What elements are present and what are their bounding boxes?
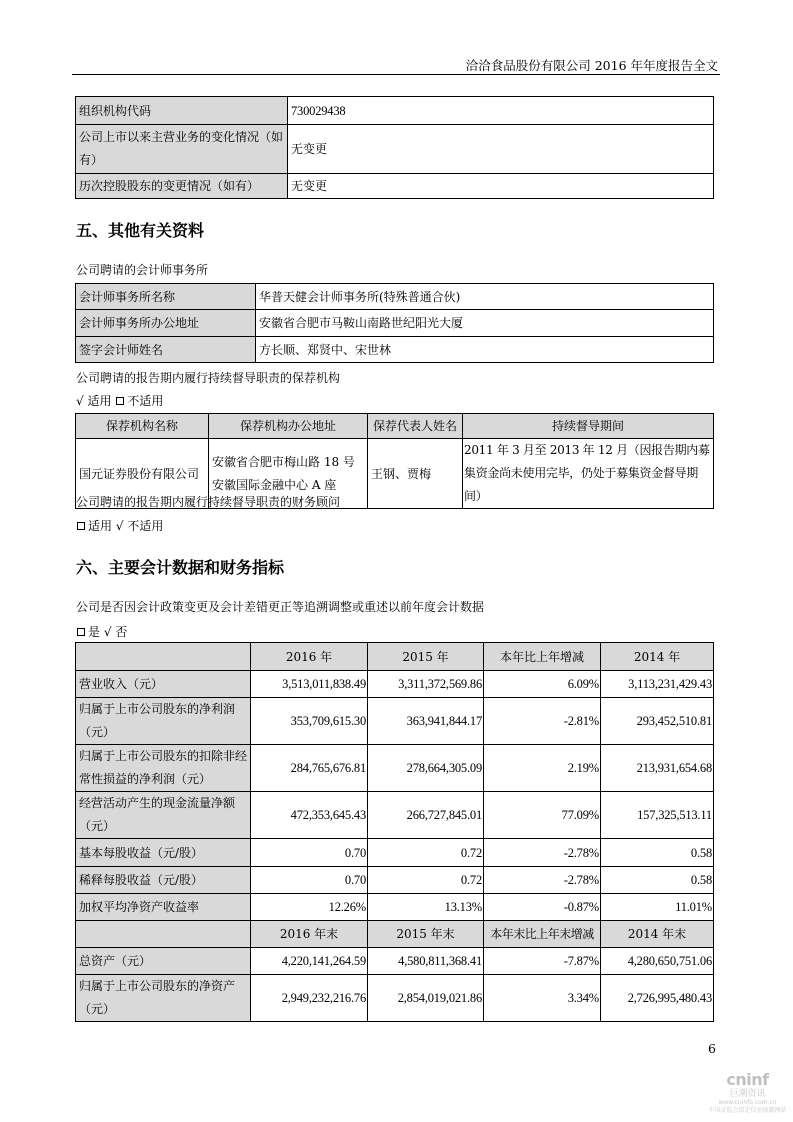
sponsor-address: 安徽省合肥市梅山路 18 号安徽国际金融中心 A 座: [209, 439, 368, 509]
value-2014: 0.58: [601, 867, 714, 894]
value-2015: 363,941,844.17: [368, 698, 484, 745]
restatement-caption: 公司是否因会计政策变更及会计差错更正等追溯调整或重述以前年度会计数据: [76, 600, 485, 614]
table-header-row: [76, 643, 714, 671]
checkbox-empty-icon[interactable]: [77, 628, 85, 636]
value-2016: 4,220,141,264.59: [251, 948, 368, 975]
value-2014: 157,325,513.11: [601, 792, 714, 839]
table-row: [76, 97, 714, 125]
value-2016: 0.70: [251, 867, 368, 894]
value-2016: 12.26%: [251, 894, 368, 921]
cninfo-logo-icon: cninf: [726, 1070, 769, 1089]
column-header: 保荐代表人姓名: [368, 414, 463, 439]
check-mark-icon[interactable]: √: [103, 625, 112, 639]
yoy-change: 3.34%: [484, 975, 601, 1022]
check-mark-icon[interactable]: √: [115, 519, 124, 533]
yoy-change: -2.81%: [484, 698, 601, 745]
column-header: 2014 年: [601, 643, 714, 671]
column-header: 保荐机构办公地址: [209, 414, 368, 439]
table-row: [76, 792, 714, 839]
table-subheader-row: [76, 921, 714, 948]
table-row: [76, 310, 714, 337]
row-label: 基本每股收益（元/股）: [76, 839, 251, 867]
row-value: 华普天健会计师事务所(特殊普通合伙): [256, 284, 714, 310]
yoy-change: -2.78%: [484, 867, 601, 894]
table-row: [76, 284, 714, 310]
row-value: 安徽省合肥市马鞍山南路世纪阳光大厦: [256, 310, 714, 337]
yoy-change: 77.09%: [484, 792, 601, 839]
table-header-row: [76, 414, 714, 439]
table-row: [76, 867, 714, 894]
sponsor-name: 国元证券股份有限公司: [76, 439, 209, 509]
column-header: 持续督导期间: [463, 414, 714, 439]
row-label: 归属于上市公司股东的扣除非经常性损益的净利润（元）: [76, 745, 251, 792]
row-value: 无变更: [288, 125, 714, 174]
sponsor-applicable-choice: [76, 392, 163, 409]
supervision-period: 2011 年 3 月至 2013 年 12 月（因报告期内募集资金尚未使用完毕，仍处于募集资金督导期间）: [463, 439, 714, 509]
column-header: 2016 年: [251, 643, 368, 671]
row-label: 会计师事务所办公地址: [76, 310, 256, 337]
table-row: [76, 745, 714, 792]
table-row: [76, 975, 714, 1022]
row-label: 归属于上市公司股东的净资产（元）: [76, 975, 251, 1022]
section-6-heading: 六、主要会计数据和财务指标: [76, 558, 285, 577]
checkbox-empty-icon[interactable]: [116, 397, 124, 405]
section-5-heading: 五、其他有关资料: [76, 221, 205, 240]
column-header: 2016 年末: [251, 921, 368, 948]
row-label: 历次控股股东的变更情况（如有）: [76, 174, 288, 199]
row-label: 组织机构代码: [76, 97, 288, 125]
value-2015: 278,664,305.09: [368, 745, 484, 792]
table-row: [76, 125, 714, 174]
column-header: [76, 643, 251, 671]
yoy-change: 2.19%: [484, 745, 601, 792]
value-2015: 2,854,019,021.86: [368, 975, 484, 1022]
checkbox-empty-icon[interactable]: [77, 522, 85, 530]
watermark-tagline: 中国证监会指定信息披露网站: [708, 1107, 787, 1114]
company-info-table: [75, 96, 714, 199]
table-row: [76, 948, 714, 975]
not-applicable-label: 不适用: [127, 519, 164, 533]
value-2014: 213,931,654.68: [601, 745, 714, 792]
column-header: 保荐机构名称: [76, 414, 209, 439]
value-2016: 2,949,232,216.76: [251, 975, 368, 1022]
sponsor-caption: 公司聘请的报告期内履行持续督导职责的保荐机构: [76, 371, 341, 385]
value-2016: 0.70: [251, 839, 368, 867]
applicable-label: 适用: [87, 394, 112, 408]
report-header-title: 洽洽食品股份有限公司 2016 年年度报告全文: [465, 58, 718, 73]
watermark-url: www.cninfo.com.cn: [718, 1099, 777, 1106]
table-row: [76, 894, 714, 921]
yoy-change: -7.87%: [484, 948, 601, 975]
watermark-name: 巨潮资讯: [729, 1089, 766, 1099]
table-row: [76, 839, 714, 867]
column-header: [76, 921, 251, 948]
row-label: 稀释每股收益（元/股）: [76, 867, 251, 894]
table-row: [76, 174, 714, 199]
not-applicable-label: 不适用: [127, 394, 164, 408]
row-label: 会计师事务所名称: [76, 284, 256, 310]
value-2016: 3,513,011,838.49: [251, 671, 368, 698]
value-2016: 353,709,615.30: [251, 698, 368, 745]
sponsor-representatives: 王钢、贾梅: [368, 439, 463, 509]
row-label: 公司上市以来主营业务的变化情况（如有）: [76, 125, 288, 174]
page-number: 6: [708, 1041, 716, 1056]
table-row: [76, 671, 714, 698]
yoy-change: 6.09%: [484, 671, 601, 698]
restatement-choice: [76, 623, 127, 640]
value-2014: 2,726,995,480.43: [601, 975, 714, 1022]
row-value: 730029438: [288, 97, 714, 125]
column-header: 2015 年: [368, 643, 484, 671]
auditor-table: [75, 283, 714, 363]
row-label: 总资产（元）: [76, 948, 251, 975]
financial-data-table: [75, 642, 714, 1022]
auditor-caption: 公司聘请的会计师事务所: [76, 263, 209, 277]
value-2014: 293,452,510.81: [601, 698, 714, 745]
value-2015: 266,727,845.01: [368, 792, 484, 839]
header-rule: [72, 74, 720, 75]
row-label: 签字会计师姓名: [76, 337, 256, 363]
yoy-change: -2.78%: [484, 839, 601, 867]
value-2014: 4,280,650,751.06: [601, 948, 714, 975]
row-value: 方长顺、郑贤中、宋世林: [256, 337, 714, 363]
column-header: 2015 年末: [368, 921, 484, 948]
check-mark-icon[interactable]: √: [76, 394, 84, 408]
row-label: 经营活动产生的现金流量净额（元）: [76, 792, 251, 839]
value-2015: 3,311,372,569.86: [368, 671, 484, 698]
row-label: 加权平均净资产收益率: [76, 894, 251, 921]
table-row: [76, 337, 714, 363]
row-value: 无变更: [288, 174, 714, 199]
value-2016: 284,765,676.81: [251, 745, 368, 792]
row-label: 营业收入（元）: [76, 671, 251, 698]
value-2015: 4,580,811,368.41: [368, 948, 484, 975]
yes-label: 是: [88, 625, 101, 639]
column-header: 2014 年末: [601, 921, 714, 948]
value-2015: 13.13%: [368, 894, 484, 921]
value-2015: 0.72: [368, 839, 484, 867]
value-2014: 3,113,231,429.43: [601, 671, 714, 698]
yoy-change: -0.87%: [484, 894, 601, 921]
value-2014: 11.01%: [601, 894, 714, 921]
advisor-applicable-choice: [76, 517, 163, 534]
table-row: [76, 698, 714, 745]
value-2014: 0.58: [601, 839, 714, 867]
column-header: 本年末比上年末增减: [484, 921, 601, 948]
no-label: 否: [115, 625, 128, 639]
cninfo-watermark: [700, 1070, 793, 1115]
column-header: 本年比上年增减: [484, 643, 601, 671]
value-2015: 0.72: [368, 867, 484, 894]
applicable-label: 适用: [88, 519, 113, 533]
value-2016: 472,353,645.43: [251, 792, 368, 839]
advisor-caption: 公司聘请的报告期内履行持续督导职责的财务顾问: [76, 495, 341, 509]
row-label: 归属于上市公司股东的净利润（元）: [76, 698, 251, 745]
